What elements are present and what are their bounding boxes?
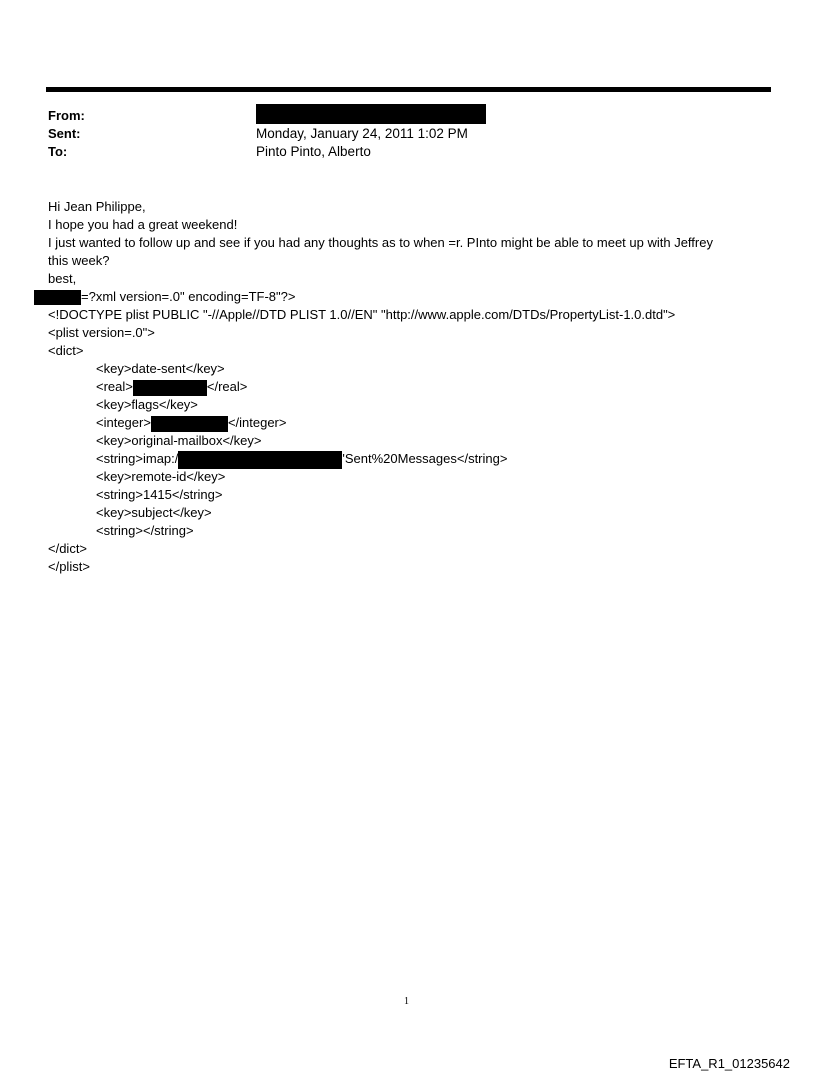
plist-integer-line: [48, 414, 713, 432]
to-value: Pinto Pinto, Alberto: [256, 144, 371, 159]
integer-close-tag: </integer>: [227, 415, 287, 430]
from-label: From:: [48, 108, 85, 123]
integer-open-tag: <integer>: [96, 415, 151, 430]
redaction-block: [256, 104, 486, 124]
plist-real-line: [48, 378, 713, 396]
plist-key-remote-id: <key>remote-id</key>: [96, 469, 226, 484]
body-line: I hope you had a great weekend!: [48, 217, 238, 232]
plist-string-remote-id: <string>1415</string>: [96, 487, 223, 502]
page-number: 1: [404, 996, 409, 1007]
plist-string-subject: <string></string>: [96, 523, 194, 538]
plist-key-original-mailbox: <key>original-mailbox</key>: [96, 433, 262, 448]
plist-close-tag: </plist>: [48, 559, 90, 574]
signoff: best,: [48, 271, 77, 286]
plist-doctype: <!DOCTYPE plist PUBLIC "-//Apple//DTD PLIST 1.0//EN" "http://www.apple.com/DTDs/PropertyList-1.0.dtd">: [48, 307, 676, 322]
redaction-block: [151, 416, 228, 432]
real-open-tag: <real>: [96, 379, 133, 394]
document-id: EFTA_R1_01235642: [668, 1056, 790, 1071]
plist-key-date-sent: <key>date-sent</key>: [96, 361, 225, 376]
imap-close: 'Sent%20Messages</string>: [342, 451, 508, 466]
dict-open-tag: <dict>: [48, 343, 84, 358]
greeting: Hi Jean Philippe,: [48, 199, 146, 214]
plist-xml-declaration: =?xml version=.0" encoding=TF-8"?>: [81, 289, 296, 304]
body-line: this week?: [48, 253, 110, 268]
imap-open: <string>imap:/: [96, 451, 179, 466]
sent-value: Monday, January 24, 2011 1:02 PM: [256, 126, 468, 141]
plist-xml-declaration-line: [48, 288, 713, 306]
redaction-block: [133, 380, 207, 396]
real-close-tag: </real>: [206, 379, 248, 394]
plist-key-flags: <key>flags</key>: [96, 397, 198, 412]
dict-close-tag: </dict>: [48, 541, 88, 556]
header-rule: [46, 87, 771, 92]
plist-imap-line: [48, 450, 713, 468]
to-label: To:: [48, 144, 68, 159]
sent-label: Sent:: [48, 126, 81, 141]
plist-open-tag: <plist version=.0">: [48, 325, 155, 340]
redaction-block: [34, 290, 81, 305]
email-body: [48, 198, 713, 576]
redaction-block: [178, 451, 342, 469]
from-value-redaction: [256, 104, 486, 124]
plist-key-subject: <key>subject</key>: [96, 505, 212, 520]
body-line: I just wanted to follow up and see if you had any thoughts as to when =r. PInto might be able to meet up with Jeffrey: [48, 235, 713, 250]
